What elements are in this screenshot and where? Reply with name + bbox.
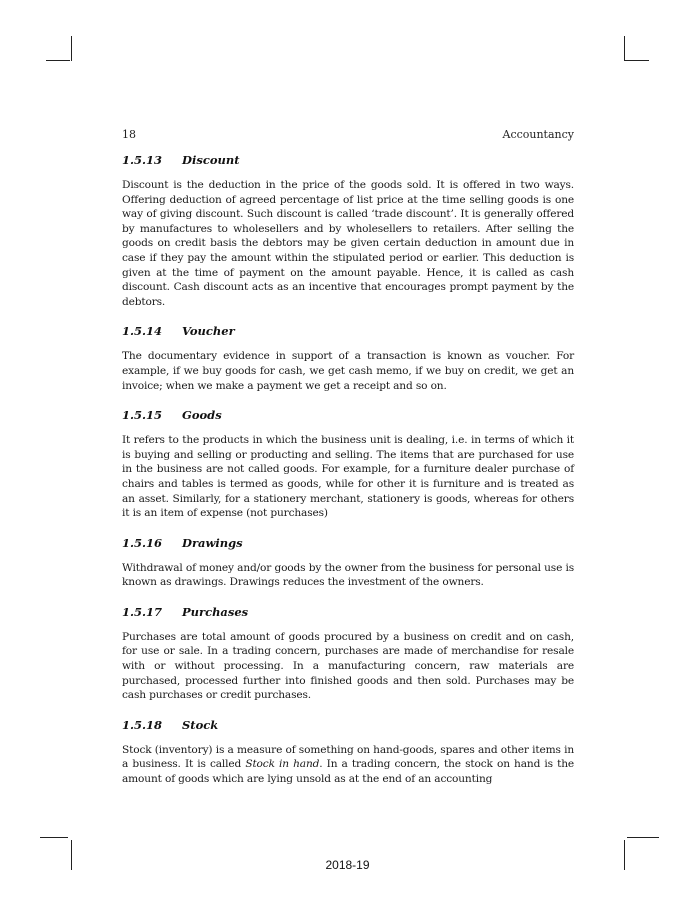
section-title: Drawings xyxy=(182,535,243,550)
paragraph-text: . In a trading concern, the stock on hand is the amount of goods which are lying unsold as at the end of an accounting xyxy=(122,758,574,786)
section-heading-discount xyxy=(122,151,574,169)
section-title: Purchases xyxy=(182,604,249,619)
section-heading-drawings xyxy=(122,534,574,552)
section-number: 1.5.13 xyxy=(122,153,163,167)
page-number: 18 xyxy=(122,128,136,141)
section-number: 1.5.15 xyxy=(122,408,163,423)
crop-mark-bottom-right-horizontal xyxy=(627,837,659,838)
section-paragraph-purchases: Purchases are total amount of goods procured by a business on credit and on cash, for use or sale. In a trading concern, purchases are made of merchandise for resale with or without processing. In a manufacturing concern, raw materials are purchased, processed further into finished goods and then sold. Purchases may be cash purchases or credit purchases. xyxy=(122,630,574,702)
section-paragraph-voucher: The documentary evidence in support of a transaction is known as voucher. For example, if we buy goods for cash, we get cash memo, if we buy on credit, we get an invoice; when we make a payment we get a receipt and so on. xyxy=(122,350,574,392)
crop-mark-top-left-horizontal xyxy=(46,60,70,61)
italic-term: Stock in hand xyxy=(245,758,320,771)
crop-mark-top-right-horizontal xyxy=(625,60,649,61)
section-number: 1.5.16 xyxy=(122,535,163,550)
section-heading-goods xyxy=(122,406,574,424)
section-paragraph-discount: Discount is the deduction in the price of the goods sold. It is offered in two ways. Offering deduction of agreed percentage of list price at the time selling goods is one way of giving discount. Such discount is called ‘trade discount’. It is generally offered by manufactures to wholesellers and by wholesellers to retailers. After selling the goods on credit basis the debtors may be given certain deduction in amount due in case if they pay the amount within the stipulated period or earlier. This deduction is given at the time of payment on the amount payable. Hence, it is called as cash discount. Cash discount acts as an incentive that encourages prompt payment by the debtors. xyxy=(122,179,574,308)
crop-mark-top-right-vertical xyxy=(624,36,625,61)
section-title: Voucher xyxy=(182,324,235,339)
section-heading-purchases xyxy=(122,603,574,621)
section-paragraph-stock xyxy=(122,743,574,787)
section-heading-voucher xyxy=(122,322,574,340)
section-number: 1.5.17 xyxy=(122,604,163,619)
running-title: Accountancy xyxy=(502,128,574,141)
section-heading-stock xyxy=(122,716,574,734)
section-number: 1.5.14 xyxy=(122,324,163,339)
page-body xyxy=(122,151,574,800)
footer-year: 2018-19 xyxy=(325,858,370,872)
section-title: Discount xyxy=(182,153,240,167)
section-paragraph-goods: It refers to the products in which the business unit is dealing, i.e. in terms of which it is buying and selling or producting and selling. The items that are purchased for use in the business are not called goods. For example, for a furniture dealer purchase of chairs and tables is termed as goods, while for other it is furniture and is treated as an asset. Similarly, for a stationery merchant, stationery is goods, whereas for others it is an item of expense (not purchases) xyxy=(122,434,574,520)
crop-mark-bottom-left-horizontal xyxy=(40,837,68,838)
section-paragraph-drawings: Withdrawal of money and/or goods by the owner from the business for personal use is known as drawings. Drawings reduces the investment of the owners. xyxy=(122,561,574,589)
crop-mark-top-left-vertical xyxy=(71,36,72,61)
section-title: Goods xyxy=(182,408,222,423)
paragraph-text: Stock (inventory) is a measure of something on hand-goods, spares and other items in a business. It is called xyxy=(122,743,574,771)
section-title: Stock xyxy=(182,717,219,732)
section-number: 1.5.18 xyxy=(122,717,163,732)
